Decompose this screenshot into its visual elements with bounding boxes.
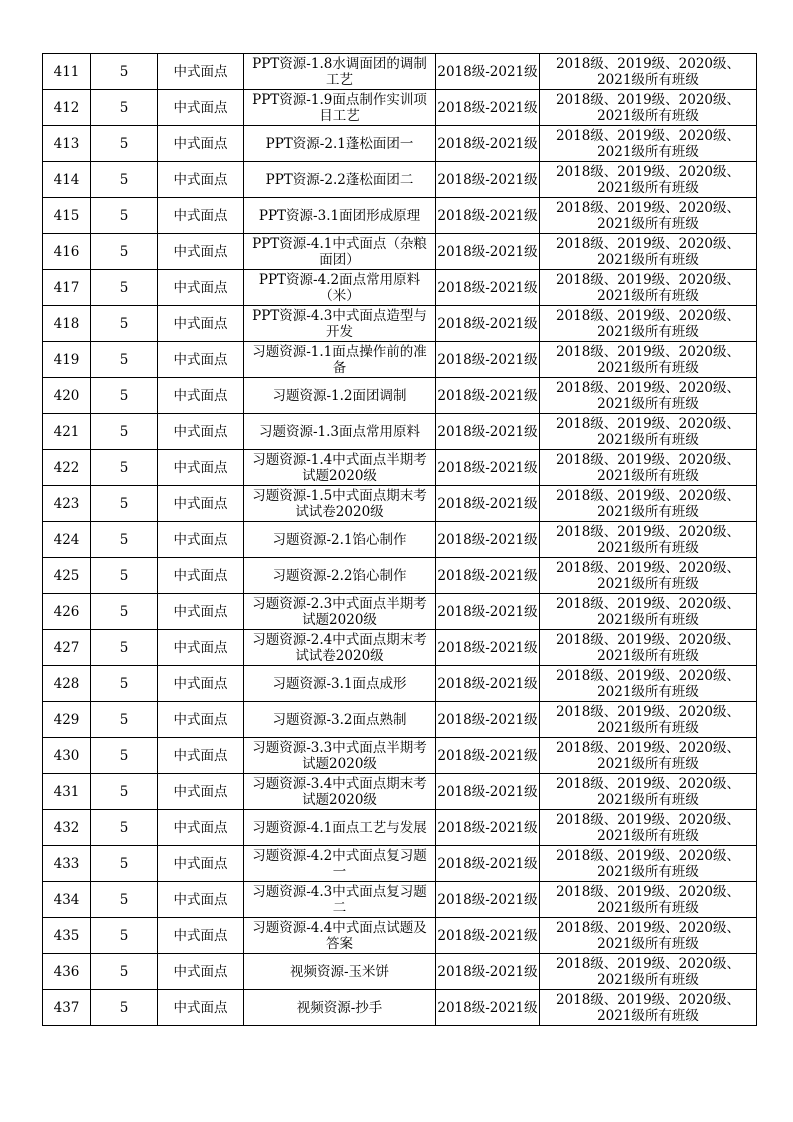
table-row [43, 162, 757, 198]
resource-cell [244, 450, 436, 486]
row-number: 434 [43, 882, 91, 918]
resource-title: 习题资源-1.2面团调制 [272, 387, 407, 404]
resource-title: 习题资源-1.1面点操作前的准备 [252, 343, 427, 376]
table-row [43, 558, 757, 594]
grade-range-cell: 2018级-2021级 [436, 270, 540, 306]
table-row [43, 198, 757, 234]
grade-range-cell: 2018级-2021级 [436, 990, 540, 1026]
resource-title: 习题资源-2.1馅心制作 [272, 531, 407, 548]
table-row [43, 90, 757, 126]
course-cell: 中式面点 [158, 918, 244, 954]
table-row [43, 450, 757, 486]
course-cell: 中式面点 [158, 738, 244, 774]
row-number: 415 [43, 198, 91, 234]
count-cell: 5 [91, 306, 158, 342]
table-row [43, 414, 757, 450]
table-row [43, 810, 757, 846]
resource-cell [244, 54, 436, 90]
count-cell: 5 [91, 54, 158, 90]
course-cell: 中式面点 [158, 594, 244, 630]
grade-range-cell: 2018级-2021级 [436, 126, 540, 162]
count-cell: 5 [91, 162, 158, 198]
grade-range-cell: 2018级-2021级 [436, 90, 540, 126]
table-row [43, 234, 757, 270]
row-number: 425 [43, 558, 91, 594]
course-cell: 中式面点 [158, 882, 244, 918]
table-row [43, 990, 757, 1026]
grade-range-cell: 2018级-2021级 [436, 594, 540, 630]
resource-title: 习题资源-2.2馅心制作 [272, 567, 407, 584]
resource-cell [244, 594, 436, 630]
table-row [43, 522, 757, 558]
course-cell: 中式面点 [158, 810, 244, 846]
resource-title: 视频资源-玉米饼 [289, 963, 390, 980]
course-cell: 中式面点 [158, 54, 244, 90]
resource-cell [244, 846, 436, 882]
table-row [43, 918, 757, 954]
table-row [43, 702, 757, 738]
class-scope-cell: 2018级、2019级、2020级、2021级所有班级 [540, 954, 757, 990]
count-cell: 5 [91, 522, 158, 558]
resource-cell [244, 198, 436, 234]
row-number: 423 [43, 486, 91, 522]
resource-table-body [43, 54, 757, 1026]
row-number: 429 [43, 702, 91, 738]
row-number: 418 [43, 306, 91, 342]
resource-title: 习题资源-1.5中式面点期末考试试卷2020级 [252, 487, 427, 520]
table-row [43, 846, 757, 882]
resource-title: PPT资源-3.1面团形成原理 [258, 207, 421, 224]
class-scope-cell: 2018级、2019级、2020级、2021级所有班级 [540, 306, 757, 342]
course-cell: 中式面点 [158, 162, 244, 198]
resource-cell [244, 486, 436, 522]
class-scope-cell: 2018级、2019级、2020级、2021级所有班级 [540, 774, 757, 810]
table-row [43, 378, 757, 414]
grade-range-cell: 2018级-2021级 [436, 810, 540, 846]
class-scope-cell: 2018级、2019级、2020级、2021级所有班级 [540, 198, 757, 234]
resource-cell [244, 90, 436, 126]
resource-title: PPT资源-2.2蓬松面团二 [265, 171, 414, 188]
count-cell: 5 [91, 666, 158, 702]
count-cell: 5 [91, 378, 158, 414]
class-scope-cell: 2018级、2019级、2020级、2021级所有班级 [540, 666, 757, 702]
class-scope-cell: 2018级、2019级、2020级、2021级所有班级 [540, 414, 757, 450]
grade-range-cell: 2018级-2021级 [436, 486, 540, 522]
resource-title: PPT资源-1.8水调面团的调制工艺 [252, 55, 427, 88]
grade-range-cell: 2018级-2021级 [436, 306, 540, 342]
grade-range-cell: 2018级-2021级 [436, 666, 540, 702]
resource-title: 习题资源-3.3中式面点半期考试题2020级 [252, 739, 427, 772]
course-cell: 中式面点 [158, 270, 244, 306]
resource-cell [244, 162, 436, 198]
resource-title: 习题资源-4.4中式面点试题及答案 [252, 919, 427, 952]
resource-title: PPT资源-1.9面点制作实训项目工艺 [252, 91, 427, 124]
count-cell: 5 [91, 630, 158, 666]
class-scope-cell: 2018级、2019级、2020级、2021级所有班级 [540, 738, 757, 774]
grade-range-cell: 2018级-2021级 [436, 54, 540, 90]
resource-cell [244, 234, 436, 270]
count-cell: 5 [91, 234, 158, 270]
count-cell: 5 [91, 846, 158, 882]
row-number: 428 [43, 666, 91, 702]
resource-title: PPT资源-2.1蓬松面团一 [265, 135, 414, 152]
count-cell: 5 [91, 918, 158, 954]
grade-range-cell: 2018级-2021级 [436, 882, 540, 918]
row-number: 435 [43, 918, 91, 954]
course-cell: 中式面点 [158, 846, 244, 882]
count-cell: 5 [91, 450, 158, 486]
table-row [43, 738, 757, 774]
table-row [43, 54, 757, 90]
row-number: 427 [43, 630, 91, 666]
grade-range-cell: 2018级-2021级 [436, 342, 540, 378]
grade-range-cell: 2018级-2021级 [436, 522, 540, 558]
resource-title: 习题资源-1.3面点常用原料 [258, 423, 421, 440]
row-number: 424 [43, 522, 91, 558]
resource-cell [244, 342, 436, 378]
row-number: 430 [43, 738, 91, 774]
row-number: 432 [43, 810, 91, 846]
resource-title: 视频资源-抄手 [296, 999, 383, 1016]
grade-range-cell: 2018级-2021级 [436, 846, 540, 882]
course-cell: 中式面点 [158, 234, 244, 270]
row-number: 412 [43, 90, 91, 126]
resource-title: 习题资源-2.4中式面点期末考试试卷2020级 [252, 631, 427, 664]
resource-title: 习题资源-2.3中式面点半期考试题2020级 [252, 595, 427, 628]
row-number: 419 [43, 342, 91, 378]
row-number: 437 [43, 990, 91, 1026]
table-row [43, 954, 757, 990]
resource-cell [244, 306, 436, 342]
class-scope-cell: 2018级、2019级、2020级、2021级所有班级 [540, 54, 757, 90]
count-cell: 5 [91, 738, 158, 774]
resource-cell [244, 738, 436, 774]
course-cell: 中式面点 [158, 198, 244, 234]
resource-cell [244, 558, 436, 594]
grade-range-cell: 2018级-2021级 [436, 738, 540, 774]
resource-cell [244, 954, 436, 990]
resource-table [42, 53, 757, 1026]
course-cell: 中式面点 [158, 486, 244, 522]
row-number: 426 [43, 594, 91, 630]
resource-title: 习题资源-4.1面点工艺与发展 [252, 819, 427, 836]
class-scope-cell: 2018级、2019级、2020级、2021级所有班级 [540, 486, 757, 522]
table-row [43, 486, 757, 522]
class-scope-cell: 2018级、2019级、2020级、2021级所有班级 [540, 450, 757, 486]
count-cell: 5 [91, 558, 158, 594]
grade-range-cell: 2018级-2021级 [436, 414, 540, 450]
row-number: 431 [43, 774, 91, 810]
class-scope-cell: 2018级、2019级、2020级、2021级所有班级 [540, 846, 757, 882]
resource-cell [244, 810, 436, 846]
table-row [43, 126, 757, 162]
count-cell: 5 [91, 342, 158, 378]
resource-cell [244, 774, 436, 810]
grade-range-cell: 2018级-2021级 [436, 162, 540, 198]
row-number: 420 [43, 378, 91, 414]
row-number: 433 [43, 846, 91, 882]
class-scope-cell: 2018级、2019级、2020级、2021级所有班级 [540, 810, 757, 846]
resource-cell [244, 702, 436, 738]
resource-cell [244, 990, 436, 1026]
class-scope-cell: 2018级、2019级、2020级、2021级所有班级 [540, 630, 757, 666]
row-number: 421 [43, 414, 91, 450]
count-cell: 5 [91, 990, 158, 1026]
course-cell: 中式面点 [158, 414, 244, 450]
resource-cell [244, 882, 436, 918]
class-scope-cell: 2018级、2019级、2020级、2021级所有班级 [540, 702, 757, 738]
grade-range-cell: 2018级-2021级 [436, 630, 540, 666]
table-row [43, 666, 757, 702]
table-row [43, 630, 757, 666]
resource-cell [244, 522, 436, 558]
grade-range-cell: 2018级-2021级 [436, 198, 540, 234]
count-cell: 5 [91, 594, 158, 630]
resource-title: 习题资源-3.4中式面点期末考试题2020级 [252, 775, 427, 808]
table-row [43, 270, 757, 306]
table-row [43, 774, 757, 810]
table-row [43, 342, 757, 378]
resource-cell [244, 378, 436, 414]
course-cell: 中式面点 [158, 522, 244, 558]
count-cell: 5 [91, 810, 158, 846]
class-scope-cell: 2018级、2019级、2020级、2021级所有班级 [540, 162, 757, 198]
row-number: 416 [43, 234, 91, 270]
resource-title: PPT资源-4.2面点常用原料（米） [258, 271, 421, 304]
count-cell: 5 [91, 486, 158, 522]
grade-range-cell: 2018级-2021级 [436, 774, 540, 810]
class-scope-cell: 2018级、2019级、2020级、2021级所有班级 [540, 126, 757, 162]
course-cell: 中式面点 [158, 702, 244, 738]
resource-cell [244, 630, 436, 666]
resource-cell [244, 666, 436, 702]
resource-title: 习题资源-3.1面点成形 [272, 675, 407, 692]
row-number: 422 [43, 450, 91, 486]
row-number: 411 [43, 54, 91, 90]
course-cell: 中式面点 [158, 774, 244, 810]
grade-range-cell: 2018级-2021级 [436, 234, 540, 270]
row-number: 417 [43, 270, 91, 306]
class-scope-cell: 2018级、2019级、2020级、2021级所有班级 [540, 990, 757, 1026]
grade-range-cell: 2018级-2021级 [436, 558, 540, 594]
course-cell: 中式面点 [158, 90, 244, 126]
count-cell: 5 [91, 270, 158, 306]
class-scope-cell: 2018级、2019级、2020级、2021级所有班级 [540, 270, 757, 306]
count-cell: 5 [91, 198, 158, 234]
course-cell: 中式面点 [158, 306, 244, 342]
count-cell: 5 [91, 882, 158, 918]
grade-range-cell: 2018级-2021级 [436, 378, 540, 414]
resource-title: 习题资源-3.2面点熟制 [272, 711, 407, 728]
course-cell: 中式面点 [158, 558, 244, 594]
row-number: 436 [43, 954, 91, 990]
resource-cell [244, 270, 436, 306]
resource-title: 习题资源-1.4中式面点半期考试题2020级 [252, 451, 427, 484]
class-scope-cell: 2018级、2019级、2020级、2021级所有班级 [540, 882, 757, 918]
grade-range-cell: 2018级-2021级 [436, 702, 540, 738]
class-scope-cell: 2018级、2019级、2020级、2021级所有班级 [540, 918, 757, 954]
row-number: 414 [43, 162, 91, 198]
class-scope-cell: 2018级、2019级、2020级、2021级所有班级 [540, 558, 757, 594]
count-cell: 5 [91, 90, 158, 126]
table-row [43, 594, 757, 630]
table-row [43, 882, 757, 918]
resource-cell [244, 414, 436, 450]
course-cell: 中式面点 [158, 126, 244, 162]
class-scope-cell: 2018级、2019级、2020级、2021级所有班级 [540, 522, 757, 558]
resource-title: 习题资源-4.2中式面点复习题一 [252, 847, 427, 880]
class-scope-cell: 2018级、2019级、2020级、2021级所有班级 [540, 234, 757, 270]
course-cell: 中式面点 [158, 630, 244, 666]
resource-title: PPT资源-4.3中式面点造型与开发 [252, 307, 427, 340]
class-scope-cell: 2018级、2019级、2020级、2021级所有班级 [540, 594, 757, 630]
count-cell: 5 [91, 702, 158, 738]
table-row [43, 306, 757, 342]
grade-range-cell: 2018级-2021级 [436, 918, 540, 954]
count-cell: 5 [91, 774, 158, 810]
resource-cell [244, 126, 436, 162]
course-cell: 中式面点 [158, 378, 244, 414]
grade-range-cell: 2018级-2021级 [436, 954, 540, 990]
row-number: 413 [43, 126, 91, 162]
course-cell: 中式面点 [158, 666, 244, 702]
class-scope-cell: 2018级、2019级、2020级、2021级所有班级 [540, 378, 757, 414]
resource-cell [244, 918, 436, 954]
class-scope-cell: 2018级、2019级、2020级、2021级所有班级 [540, 342, 757, 378]
course-cell: 中式面点 [158, 990, 244, 1026]
course-cell: 中式面点 [158, 342, 244, 378]
count-cell: 5 [91, 126, 158, 162]
grade-range-cell: 2018级-2021级 [436, 450, 540, 486]
count-cell: 5 [91, 414, 158, 450]
resource-title: 习题资源-4.3中式面点复习题二 [252, 883, 427, 916]
course-cell: 中式面点 [158, 954, 244, 990]
class-scope-cell: 2018级、2019级、2020级、2021级所有班级 [540, 90, 757, 126]
course-cell: 中式面点 [158, 450, 244, 486]
count-cell: 5 [91, 954, 158, 990]
resource-title: PPT资源-4.1中式面点（杂粮面团） [252, 235, 427, 268]
